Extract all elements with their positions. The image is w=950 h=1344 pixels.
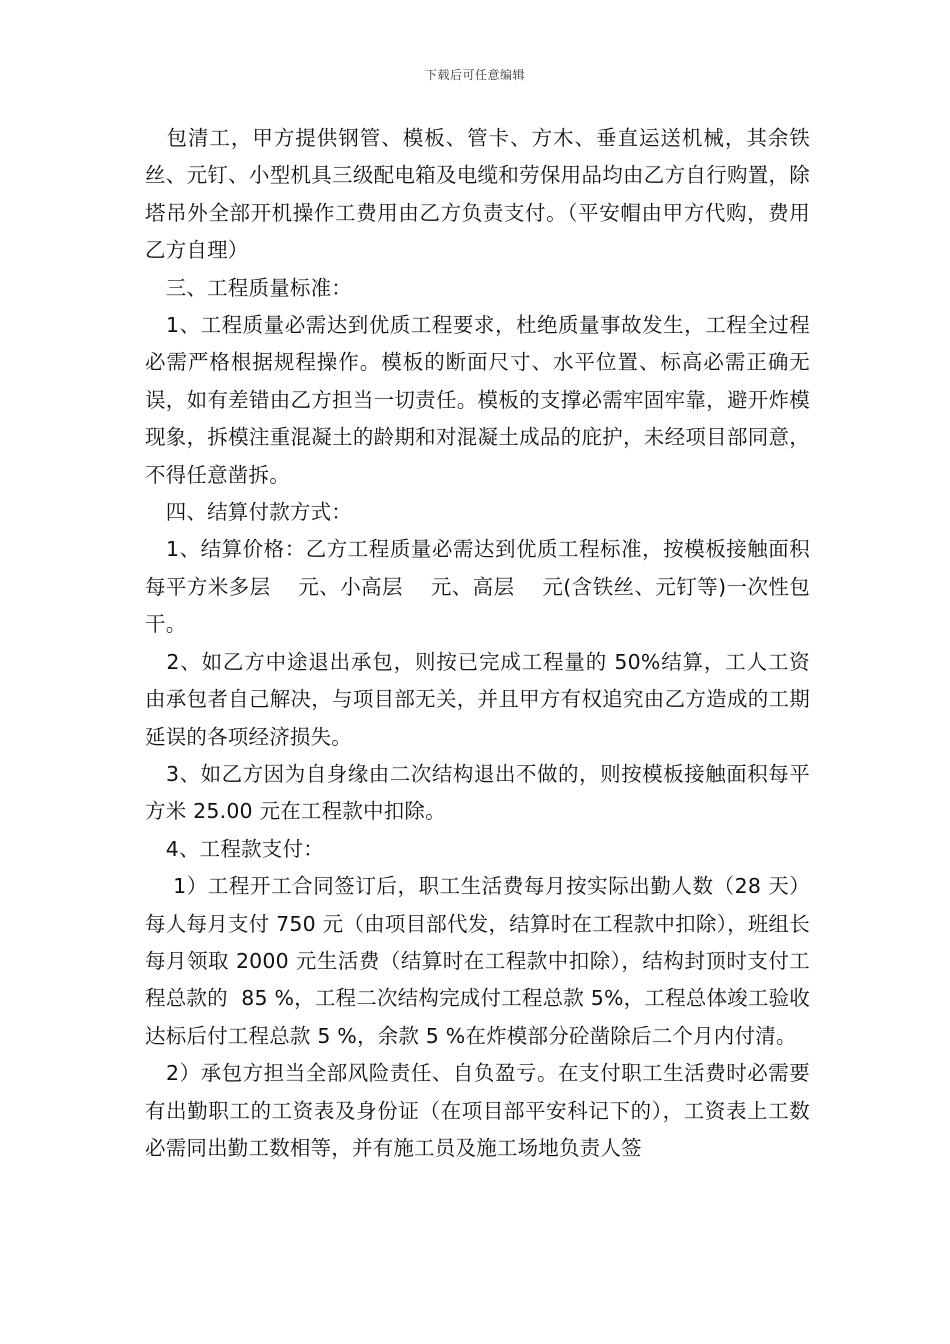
paragraph-payment-3: 3、如乙方因为自身缘由二次结构退出不做的，则按模板接触面积每平方米 25.00 元在工程款中扣除。 (145, 761, 810, 824)
page-header: 下载后可任意编辑 (424, 68, 525, 82)
section-heading-quality: 三、工程质量标准： (145, 275, 352, 300)
paragraph-materials: 包清工，甲方提供钢管、模板、管卡、方木、垂直运送机械，其余铁丝、元钉、小型机具三级配电箱及电缆和劳保用品均由乙方自行购置，除塔吊外全部开机操作工费用由乙方负责支付。（平安帽由甲方代购，费用乙方自理） (145, 126, 810, 263)
paragraph-payment-4-2: 2）承包方担当全部风险责任、自负盈亏。在支付职工生活费时必需要有出勤职工的工资表及身份证（在项目部平安科记下的），工资表上工数必需同出勤工数相等，并有施工员及施工场地负责人签 (145, 1061, 810, 1160)
paragraph-payment-1: 1、结算价格：乙方工程质量必需达到优质工程标准，按模板接触面积每平方米多层 元、小高层 元、高层 元(含铁丝、元钉等)一次性包干。 (145, 537, 810, 637)
paragraph-payment-2: 2、如乙方中途退出承包，则按已完成工程量的 50%结算，工人工资由承包者自己解决，与项目部无关，并且甲方有权追究由乙方造成的工期延误的各项经济损失。 (145, 649, 810, 749)
section-heading-payment: 四、结算付款方式： (145, 500, 352, 525)
document-body (145, 120, 810, 1167)
paragraph-quality-1: 1、工程质量必需达到优质工程要求，杜绝质量事故发生，工程全过程必需严格根据规程操作。模板的断面尺寸、水平位置、标高必需正确无误，如有差错由乙方担当一切责任。模板的支撑必需牢固牢靠，避开炸模现象，拆模注重混凝土的龄期和对混凝土成品的庇护，未经项目部同意，不得任意凿拆。 (145, 313, 810, 487)
paragraph-payment-4-1: 1）工程开工合同签订后，职工生活费每月按实际出勤人数（28 天）每人每月支付 750 元（由项目部代发，结算时在工程款中扣除），班组长每月领取 2000 元生活费（结算时在工程款中扣除），结构封顶时支付工程总款的 85 %，工程二次结构完成付工程总款 5%，工程总体竣工验收达标后付工程总款 5 %，余款 5 %在炸模部分砼凿除后二个月内付清。 (145, 874, 810, 1048)
paragraph-payment-4-heading: 4、工程款支付： (145, 836, 324, 861)
